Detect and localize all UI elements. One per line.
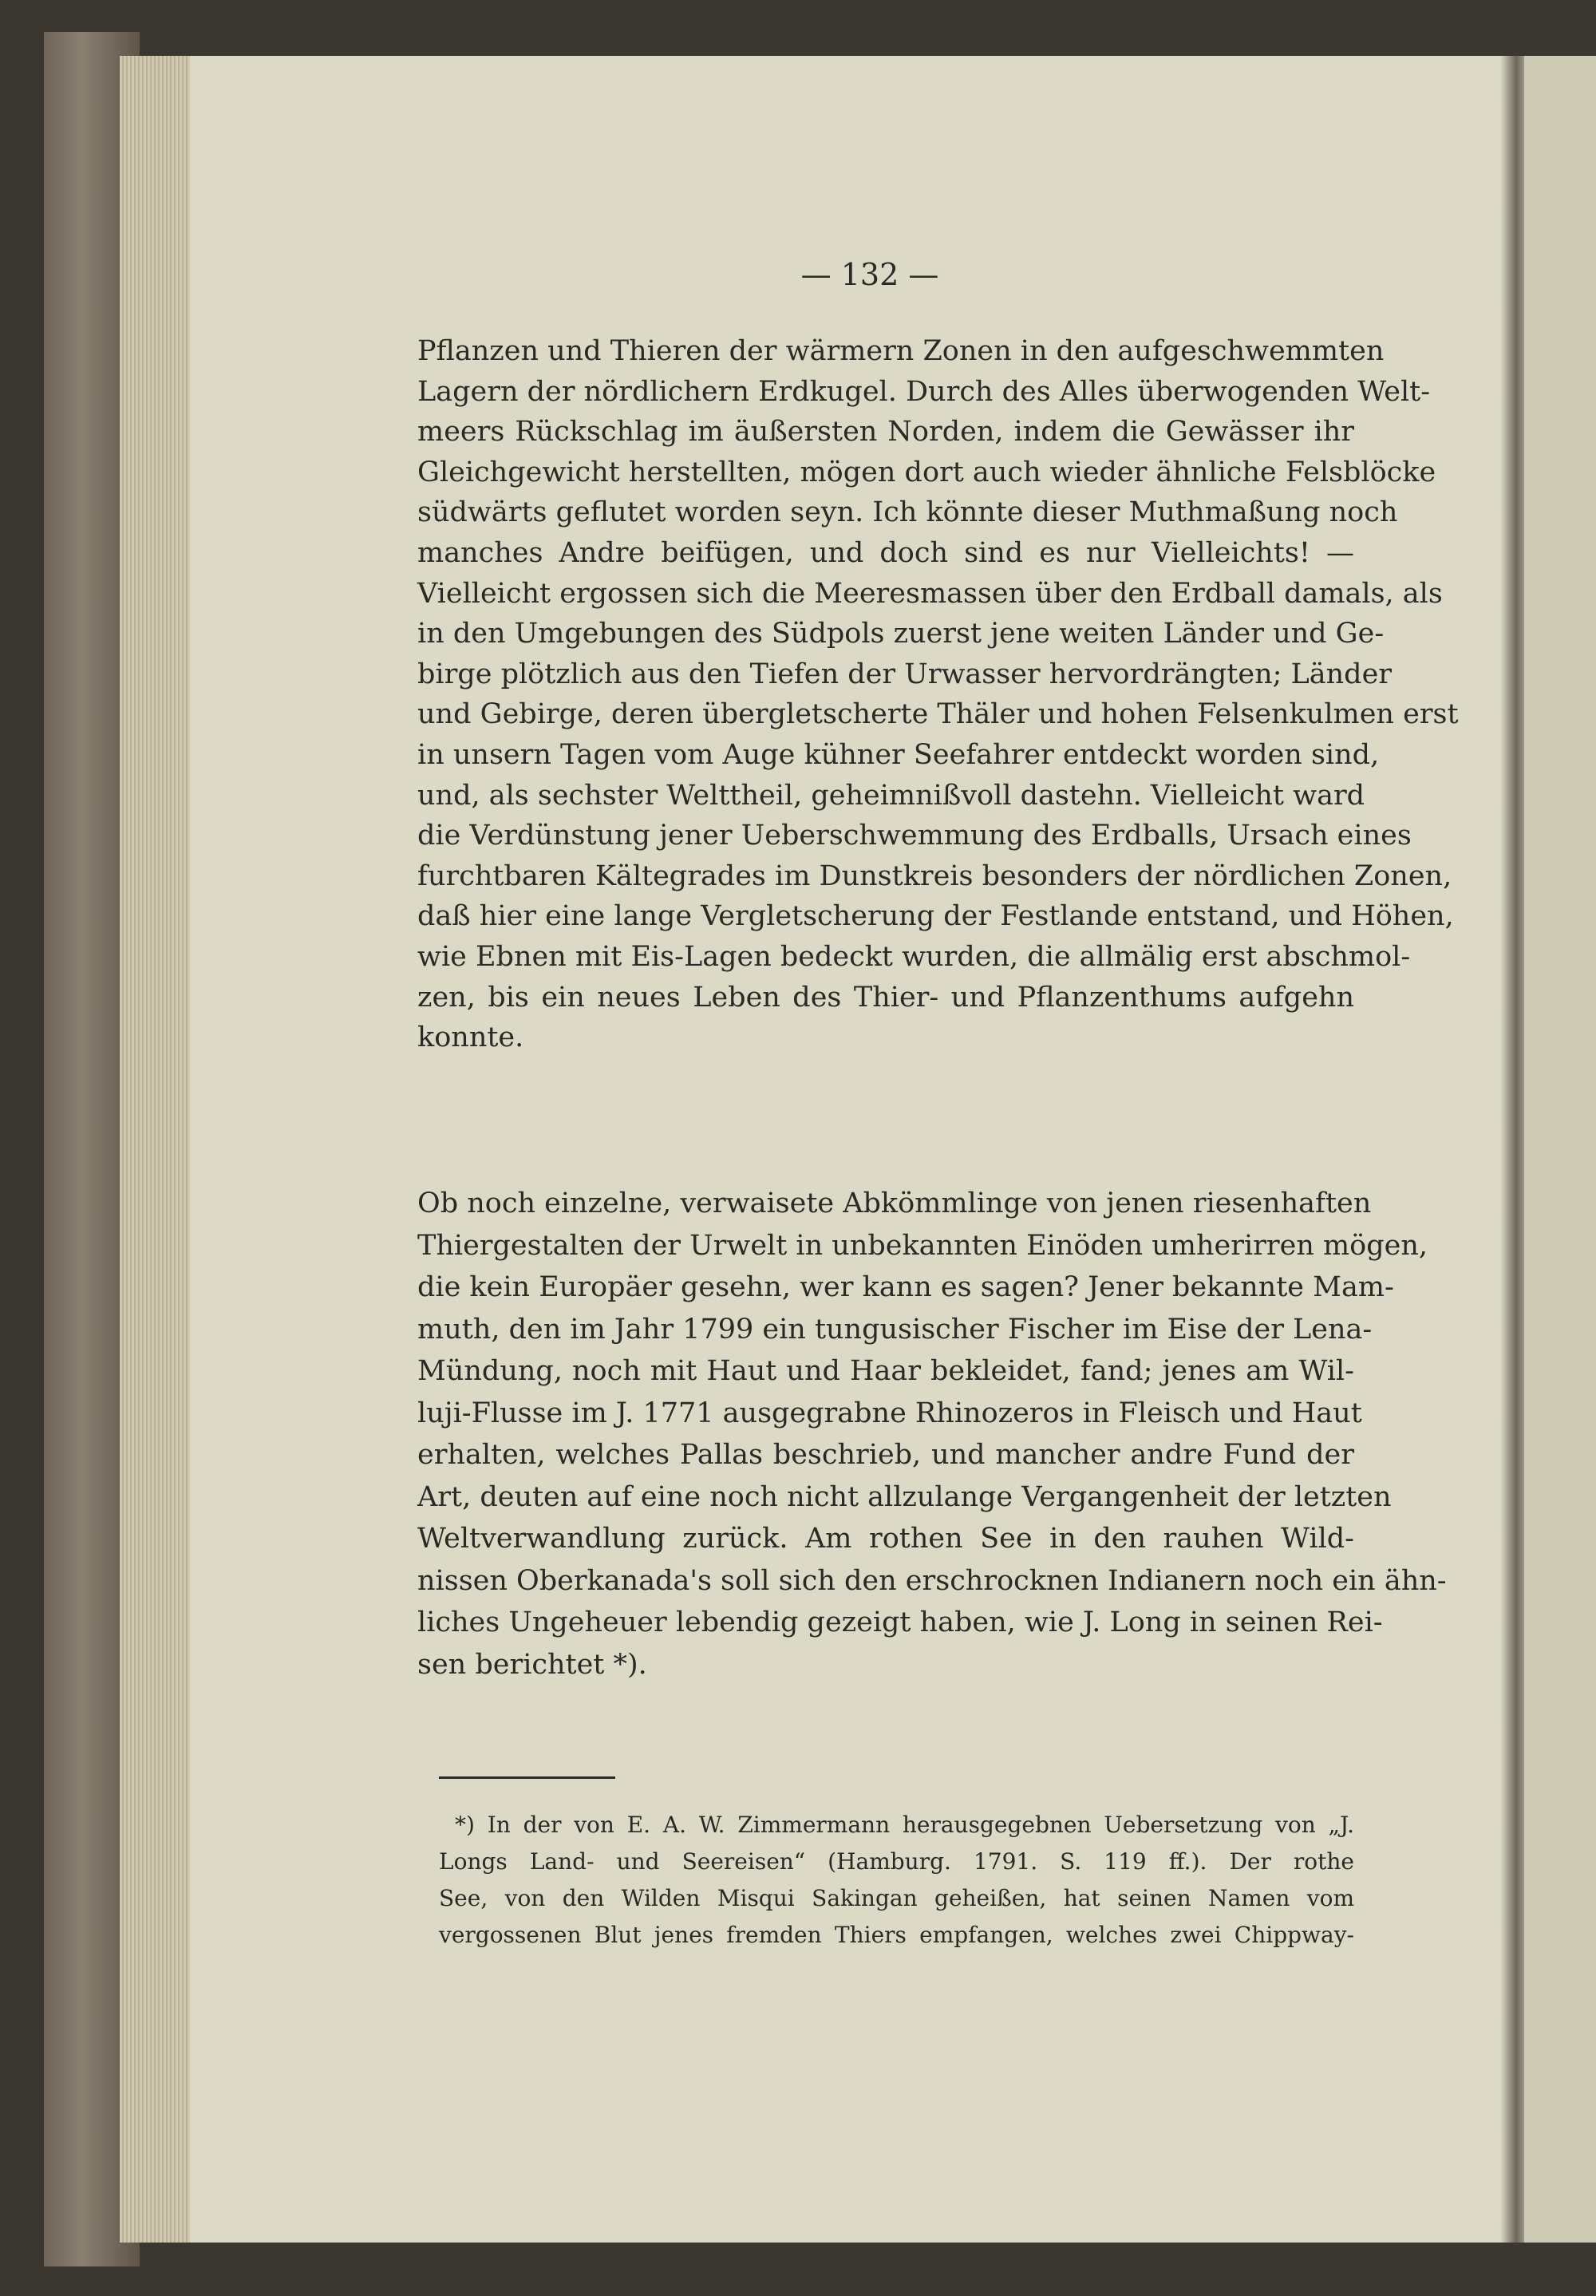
- facing-page: [1524, 56, 1596, 2243]
- text-line: muth, den im Jahr 1799 ein tungusischer Fischer im Eise der Lena-: [417, 1313, 1373, 1346]
- text-line: furchtbaren Kältegrades im Dunstkreis besonders der nördlichen Zonen,: [417, 860, 1452, 892]
- text-line: konnte.: [417, 1022, 524, 1054]
- text-line: Thiergestalten der Urwelt in unbekannten Einöden umherirren mögen,: [417, 1229, 1428, 1262]
- text-line: See, von den Wilden Misqui Sakingan geheißen, hat seinen Namen vom: [439, 1885, 1354, 1911]
- text-line: erhalten, welches Pallas beschrieb, und mancher andre Fund der: [417, 1439, 1354, 1471]
- text-line: Longs Land- und Seereisen“ (Hamburg. 1791. S. 119 ff.). Der rothe: [439, 1848, 1354, 1875]
- text-line: vergossenen Blut jenes fremden Thiers empfangen, welches zwei Chippway-: [439, 1922, 1354, 1948]
- text-line: manches Andre beifügen, und doch sind es nur Vielleichts! —: [417, 537, 1354, 569]
- text-line: Mündung, noch mit Haut und Haar bekleidet, fand; jenes am Wil-: [417, 1355, 1354, 1387]
- text-line: in unsern Tagen vom Auge kühner Seefahrer entdeckt worden sind,: [417, 739, 1380, 771]
- text-line: daß hier eine lange Vergletscherung der Festlande entstand, und Höhen,: [417, 900, 1454, 933]
- text-line: die kein Europäer gesehn, wer kann es sagen? Jener bekannte Mam-: [417, 1271, 1394, 1303]
- text-line: in den Umgebungen des Südpols zuerst jene weiten Länder und Ge-: [417, 618, 1385, 650]
- text-line: meers Rückschlag im äußersten Norden, indem die Gewässer ihr: [417, 416, 1354, 449]
- footnote-rule: [439, 1776, 615, 1779]
- text-line: zen, bis ein neues Leben des Thier- und Pflanzenthums aufgehn: [417, 981, 1354, 1014]
- text-line: Pflanzen und Thieren der wärmern Zonen in den aufgeschwemmten: [417, 335, 1385, 367]
- text-line: *) In der von E. A. W. Zimmermann herausgegebnen Uebersetzung von „J.: [455, 1812, 1354, 1838]
- text-line: und, als sechster Welttheil, geheimnißvoll dastehn. Vielleicht ward: [417, 779, 1365, 812]
- page-number: — 132 —: [800, 257, 939, 292]
- text-line: birge plötzlich aus den Tiefen der Urwasser hervordrängten; Länder: [417, 658, 1393, 690]
- text-line: nissen Oberkanada's soll sich den erschrocknen Indianern noch ein ähn-: [417, 1564, 1447, 1597]
- text-line: luji-Flusse im J. 1771 ausgegrabne Rhinozeros in Fleisch und Haut: [417, 1397, 1362, 1429]
- text-line: Gleichgewicht herstellten, mögen dort auch wieder ähnliche Felsblöcke: [417, 456, 1436, 488]
- text-line: Vielleicht ergossen sich die Meeresmassen über den Erdball damals, als: [417, 577, 1443, 610]
- text-line: und Gebirge, deren übergletscherte Thäler und hohen Felsenkulmen erst: [417, 698, 1459, 731]
- text-line: südwärts geflutet worden seyn. Ich könnte dieser Muthmaßung noch: [417, 496, 1398, 529]
- text-line: Lagern der nördlichern Erdkugel. Durch des Alles überwogenden Welt-: [417, 375, 1431, 408]
- text-line: Art, deuten auf eine noch nicht allzulange Vergangenheit der letzten: [417, 1480, 1392, 1513]
- text-line: die Verdünstung jener Ueberschwemmung des Erdballs, Ursach eines: [417, 820, 1412, 852]
- text-line: wie Ebnen mit Eis-Lagen bedeckt wurden, die allmälig erst abschmol-: [417, 941, 1411, 973]
- text-line: Weltverwandlung zurück. Am rothen See in den rauhen Wild-: [417, 1523, 1354, 1555]
- text-line: sen berichtet *).: [417, 1648, 647, 1681]
- text-line: liches Ungeheuer lebendig gezeigt haben, wie J. Long in seinen Rei-: [417, 1606, 1383, 1638]
- text-line: Ob noch einzelne, verwaisete Abkömmlinge von jenen riesenhaften: [417, 1188, 1372, 1219]
- page-edges: [120, 56, 192, 2243]
